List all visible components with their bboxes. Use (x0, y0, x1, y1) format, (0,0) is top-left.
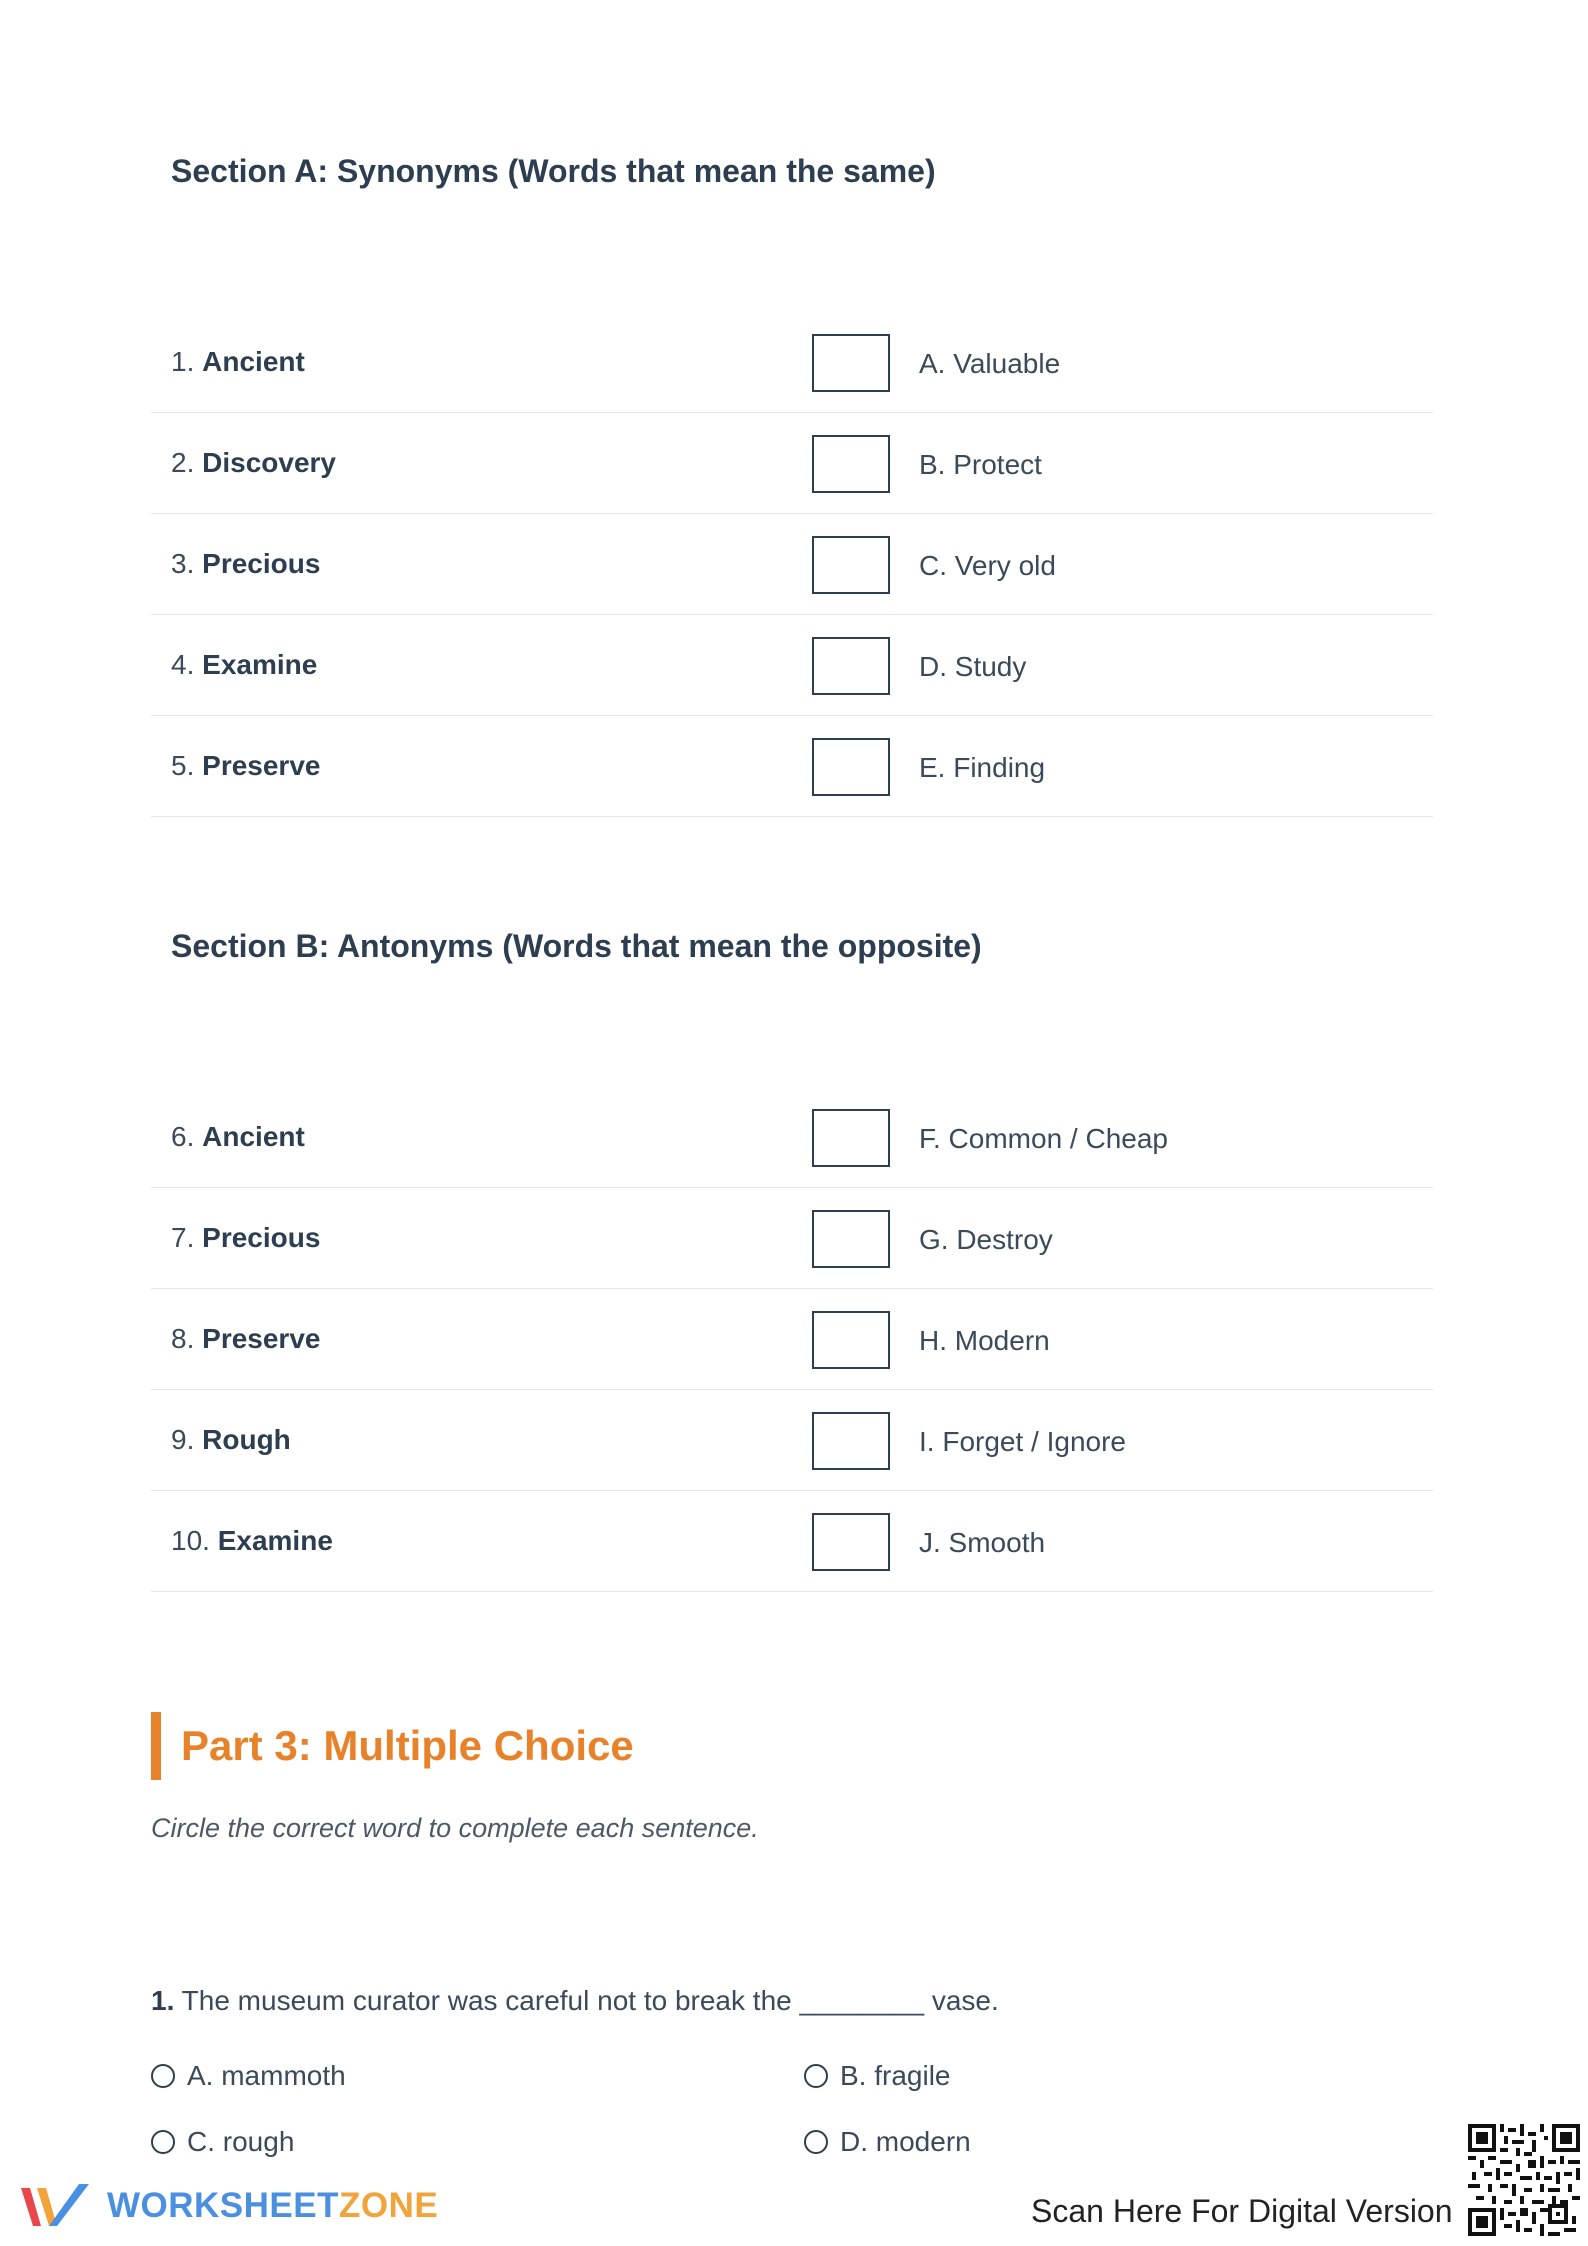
question-text: The museum curator was careful not to break the ________ vase. (181, 1985, 999, 2016)
table-row (151, 1188, 1433, 1289)
row-term: 4. Examine (171, 649, 318, 680)
choice-label: B. fragile (840, 2060, 951, 2091)
choice-c[interactable] (151, 2126, 294, 2158)
answer-box[interactable] (812, 1513, 890, 1571)
radio-circle-icon[interactable] (151, 2130, 175, 2154)
radio-circle-icon[interactable] (151, 2064, 175, 2088)
antonyms-table (151, 1087, 1433, 1592)
answer-box[interactable] (812, 1311, 890, 1369)
table-row (151, 716, 1433, 817)
section-a-heading: Section A: Synonyms (Words that mean the same) (171, 153, 936, 189)
answer-box[interactable] (812, 536, 890, 594)
table-row (151, 1390, 1433, 1491)
row-term: 1. Ancient (171, 346, 305, 377)
answer-box[interactable] (812, 637, 890, 695)
scan-text: Scan Here For Digital Version (1031, 2193, 1453, 2229)
radio-circle-icon[interactable] (804, 2130, 828, 2154)
worksheetzone-logo[interactable] (17, 2178, 438, 2234)
row-term: 2. Discovery (171, 447, 337, 478)
row-term: 5. Preserve (171, 750, 321, 781)
row-option: G. Destroy (919, 1224, 1053, 1255)
answer-box[interactable] (812, 435, 890, 493)
row-option: I. Forget / Ignore (919, 1426, 1126, 1457)
row-term: 6. Ancient (171, 1121, 305, 1152)
choice-label: C. rough (187, 2126, 295, 2157)
choice-label: D. modern (840, 2126, 971, 2157)
row-term: 10. Examine (171, 1525, 333, 1556)
row-option: H. Modern (919, 1325, 1050, 1356)
synonyms-table (151, 312, 1433, 817)
choice-label: A. mammoth (187, 2060, 346, 2091)
w-logo-icon (17, 2178, 93, 2234)
logo-text: WORKSHEETZONE (107, 2186, 439, 2225)
qr-code-icon[interactable] (1468, 2124, 1580, 2236)
question-1 (151, 1985, 999, 2017)
part3-heading: Part 3: Multiple Choice (151, 1712, 634, 1780)
row-option: J. Smooth (919, 1527, 1046, 1558)
table-row (151, 312, 1433, 413)
answer-box[interactable] (812, 334, 890, 392)
radio-circle-icon[interactable] (804, 2064, 828, 2088)
question-number: 1. (151, 1985, 175, 2016)
section-b-heading: Section B: Antonyms (Words that mean the opposite) (171, 928, 982, 964)
table-row (151, 1087, 1433, 1188)
answer-box[interactable] (812, 1210, 890, 1268)
row-option: D. Study (919, 651, 1027, 682)
table-row (151, 615, 1433, 716)
row-option: C. Very old (919, 550, 1056, 581)
table-row (151, 1491, 1433, 1592)
table-row (151, 413, 1433, 514)
row-option: F. Common / Cheap (919, 1123, 1168, 1154)
table-row (151, 514, 1433, 615)
row-term: 9. Rough (171, 1424, 291, 1455)
row-term: 3. Precious (171, 548, 321, 579)
choice-b[interactable] (804, 2060, 951, 2092)
answer-box[interactable] (812, 1109, 890, 1167)
row-term: 7. Precious (171, 1222, 321, 1253)
part3-instruction: Circle the correct word to complete each sentence. (151, 1813, 759, 1843)
row-option: B. Protect (919, 449, 1042, 480)
choice-a[interactable] (151, 2060, 346, 2092)
row-option: E. Finding (919, 752, 1046, 783)
row-option: A. Valuable (919, 348, 1061, 379)
row-term: 8. Preserve (171, 1323, 321, 1354)
choice-d[interactable] (804, 2126, 971, 2158)
answer-box[interactable] (812, 1412, 890, 1470)
table-row (151, 1289, 1433, 1390)
answer-box[interactable] (812, 738, 890, 796)
